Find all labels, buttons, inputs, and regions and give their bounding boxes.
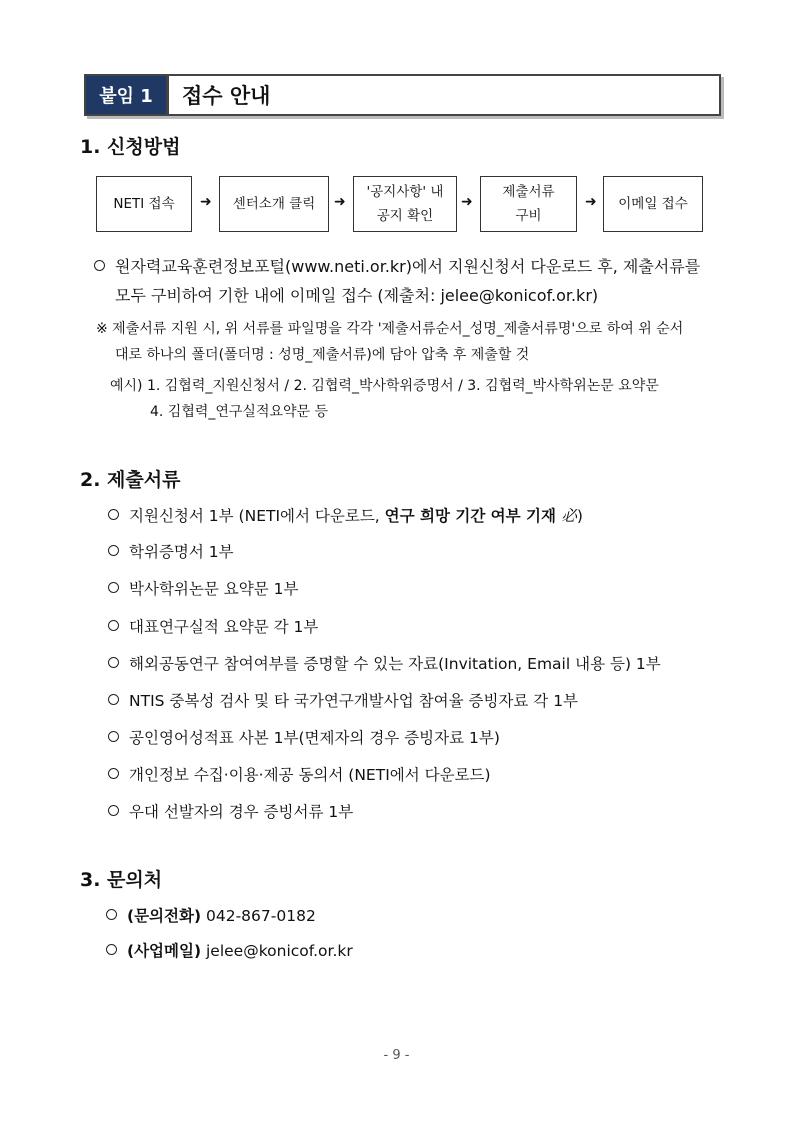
apply-line-1: 원자력교육훈련정보포털(www.neti.or.kr)에서 지원신청서 다운로드 후, 제출서류를 — [115, 257, 701, 276]
section-2-title: 2. 제출서류 — [80, 469, 181, 491]
phone-value: 042-867-0182 — [206, 907, 316, 925]
flow-arrow-4: ➜ — [585, 194, 597, 210]
document-item: 박사학위논문 요약문 1부 — [108, 577, 298, 599]
contact-email — [106, 939, 353, 961]
bullet-circle — [108, 768, 119, 779]
bullet-circle — [108, 509, 119, 520]
section-3-title: 3. 문의처 — [80, 869, 163, 891]
bullet-circle — [108, 545, 119, 556]
document-item: NTIS 중복성 검사 및 타 국가연구개발사업 참여율 증빙자료 각 1부 — [108, 689, 578, 711]
section-1-title: 1. 신청방법 — [80, 136, 181, 158]
example-line-2: 4. 김협력_연구실적요약문 등 — [150, 404, 329, 420]
note-line-2: 대로 하나의 폴더(폴더명 : 성명_제출서류)에 담아 압축 후 제출할 것 — [115, 347, 530, 363]
apply-line-2: 모두 구비하여 기한 내에 이메일 접수 (제출처: jelee@konicof.or.kr) — [115, 286, 599, 305]
bullet-circle — [108, 805, 119, 816]
flow-step-3: '공지사항' 내 공지 확인 — [353, 176, 457, 232]
phone-label: (문의전화) — [127, 907, 202, 925]
bullet-circle — [108, 620, 119, 631]
flow-arrow-1: ➜ — [200, 194, 212, 210]
flow-step-4: 제출서류 구비 — [480, 176, 577, 232]
attachment-tag: 붙임 1 — [86, 76, 166, 114]
apply-bullet — [94, 254, 700, 277]
document-item: 대표연구실적 요약문 각 1부 — [108, 615, 318, 637]
note-line-1: ※ 제출서류 지원 시, 위 서류를 파일명을 각각 '제출서류순서_성명_제출서류명'으로 하여 위 순서 — [96, 321, 684, 337]
bullet-circle — [106, 909, 117, 920]
document-item: 해외공동연구 참여여부를 증명할 수 있는 자료(Invitation, Email 내용 등) 1부 — [108, 652, 661, 674]
email-value: jelee@konicof.or.kr — [206, 942, 353, 960]
flow-arrow-3: ➜ — [461, 194, 473, 210]
document-item: 공인영어성적표 사본 1부(면제자의 경우 증빙자료 1부) — [108, 726, 500, 748]
document-item: 학위증명서 1부 — [108, 540, 234, 562]
bullet-circle — [106, 944, 117, 955]
header-divider — [166, 76, 169, 114]
example-line-1: 예시) 1. 김협력_지원신청서 / 2. 김협력_박사학위증명서 / 3. 김협력_박사학위논문 요약문 — [110, 378, 659, 394]
document-item: 개인정보 수집·이용·제공 동의서 (NETI에서 다운로드) — [108, 763, 491, 785]
document-item: 지원신청서 1부 (NETI에서 다운로드, 연구 희망 기간 여부 기재 必) — [108, 504, 583, 526]
bullet-circle — [108, 731, 119, 742]
page-title: 접수 안내 — [182, 84, 271, 108]
flow-step-2: 센터소개 클릭 — [219, 176, 329, 232]
flow-arrow-2: ➜ — [334, 194, 346, 210]
bullet-circle — [94, 260, 105, 271]
document-item: 우대 선발자의 경우 증빙서류 1부 — [108, 800, 353, 822]
contact-phone — [106, 904, 316, 926]
bullet-circle — [108, 657, 119, 668]
bullet-circle — [108, 694, 119, 705]
email-label: (사업메일) — [127, 942, 202, 960]
flow-step-1: NETI 접속 — [96, 176, 192, 232]
flow-step-5: 이메일 접수 — [603, 176, 703, 232]
bullet-circle — [108, 582, 119, 593]
page-number: - 9 - — [383, 1048, 410, 1063]
attachment-header — [84, 74, 721, 116]
